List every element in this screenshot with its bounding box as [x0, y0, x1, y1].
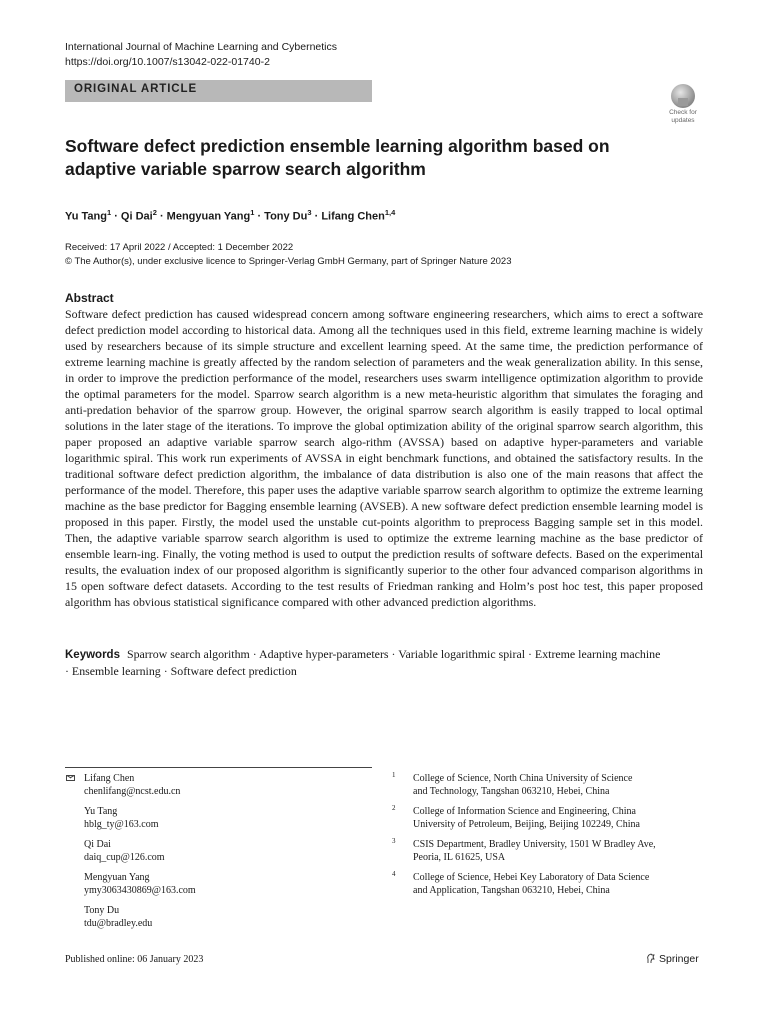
contact-email[interactable]: chenlifang@ncst.edu.cn: [84, 786, 181, 797]
check-updates-icon: [671, 84, 695, 108]
contact-email[interactable]: daiq_cup@126.com: [84, 852, 165, 863]
affiliation-line: College of Information Science and Engineering, China: [413, 806, 636, 817]
article-type-label: ORIGINAL ARTICLE: [74, 83, 198, 95]
paper-title: Software defect prediction ensemble learning algorithm based on adaptive variable sparrow search algorithm: [65, 136, 610, 179]
affiliation-line: University of Petroleum, Beijing, Beijing 102249, China: [413, 819, 640, 830]
affiliation-entry: [392, 871, 692, 897]
affiliation-number: 3: [392, 837, 396, 845]
author-name: Qi Dai: [120, 210, 153, 223]
author-name: Lifang Chen: [321, 210, 385, 223]
affiliation-number: 2: [392, 804, 396, 812]
affiliation-line: College of Science, Hebei Key Laboratory of Data Science: [413, 872, 650, 883]
author-name: Mengyuan Yang: [166, 210, 251, 223]
author-affil-mark: 1: [250, 208, 255, 217]
contact-entry: [65, 772, 196, 798]
contact-name: Qi Dai: [84, 839, 111, 850]
contact-email[interactable]: tdu@bradley.edu: [84, 918, 153, 929]
author-affil-mark: 1,4: [384, 208, 396, 217]
check-for-updates-badge[interactable]: [664, 84, 702, 124]
publication-dates: [65, 241, 512, 269]
received-accepted: Received: 17 April 2022 / Accepted: 1 December 2022: [65, 242, 294, 253]
affiliation-line: and Technology, Tangshan 063210, Hebei, China: [413, 786, 610, 797]
affiliation-line: CSIS Department, Bradley University, 1501 W Bradley Ave,: [413, 839, 656, 850]
affiliations: [392, 772, 692, 904]
contact-entry: [65, 805, 196, 831]
envelope-icon: [66, 775, 75, 781]
affiliation-line: College of Science, North China University of Science: [413, 773, 633, 784]
contact-entry: [65, 838, 196, 864]
copyright-line: © The Author(s), under exclusive licence to Springer-Verlag GmbH Germany, part of Springer Nature 2023: [65, 256, 512, 267]
author-affil-mark: 3: [307, 208, 312, 217]
affiliation-entry: [392, 838, 692, 864]
contact-email[interactable]: ymy3063430869@163.com: [84, 885, 196, 896]
affiliation-line: Peoria, IL 61625, USA: [413, 852, 506, 863]
contact-entry: [65, 904, 196, 930]
author-affil-mark: 2: [152, 208, 157, 217]
affiliation-line: and Application, Tangshan 063210, Hebei, China: [413, 885, 610, 896]
keywords-text: Sparrow search algorithm · Adaptive hyper-parameters · Variable logarithmic spiral · Extreme learning machine · Ensemble learning · Software defect prediction: [65, 647, 661, 678]
publisher-logo: [646, 953, 699, 965]
abstract-text: Software defect prediction has caused widespread concern among software engineering researchers, which aims to erect a software defect prediction model according to historical data. Among all the techniques used in this field, extreme learning machine is widely used by researchers because of its simple structure and excellent learning speed. At the same time, the prediction performance of extreme learning machine is greatly affected by the random selection of parameters and the weak generalization ability. In this sense, in order to improve the prediction performance of the model, researchers uses swarm intelligence optimization algorithm to provide the optimal parameters for the model. Sparrow search algorithm is a new meta-heuristic algorithm that simulates the foraging and anti-predation behavior of the sparrow group. However, the original sparrow search algorithm is easily trapped to local optimal solutions in the later stage of the iterations. To improve the global optimization ability of the original sparrow search algorithm, this paper proposed an adaptive variable sparrow search algo-rithm (AVSSA) based on adaptive hyper-parameters and variable logarithmic spiral. This work run experiments of AVSSA in eight benchmark functions, and obtained the satisfactory results. In the traditional software defect prediction algorithm, the imbalance of data distribution is also one of the main reasons that affect the performance of the model. Therefore, this paper uses the adaptive variable sparrow search algorithm to optimize the extreme learning machine as the base predictor for Bagging ensemble learning (AVSEB). A new software defect prediction ensemble learning model is proposed in this paper. Firstly, the model used the unstable cut-points algorithm to preprocess Bagging sample set in this model. Then, the adaptive variable sparrow search algorithm is used to optimize the extreme learning machine as the base predictor of ensemble learn-ing. Finally, the voting method is used to output the prediction results of software defects. Based on the experimental results, the evaluation index of our proposed algorithm is significantly superior to the other four advanced comparison algorithms in 15 open software defect datasets. According to the test results of Friedman ranking and Holm’s post hoc test, this paper proposed algorithm has obvious statistical significance compared with other advanced prediction algorithms.: [65, 307, 703, 609]
abstract-heading: Abstract: [65, 291, 114, 305]
affiliation-number: 4: [392, 870, 396, 878]
contact-name: Mengyuan Yang: [84, 872, 150, 883]
author-affil-mark: 1: [106, 208, 112, 217]
author-name: Tony Du: [264, 210, 308, 223]
contact-name: Tony Du: [84, 905, 120, 916]
keywords-label: Keywords: [65, 649, 120, 661]
badge-line-2: updates: [671, 117, 695, 124]
journal-name: International Journal of Machine Learning and Cybernetics: [65, 41, 338, 53]
affiliation-entry: [392, 772, 692, 798]
published-online: Published online: 06 January 2023: [65, 954, 204, 965]
contact-name: Lifang Chen: [84, 773, 135, 784]
article-type-banner: [65, 80, 372, 102]
publisher-name: Springer: [659, 953, 699, 965]
author-contacts: [65, 772, 196, 937]
author-name: Yu Tang: [65, 210, 107, 223]
journal-header: [65, 40, 337, 70]
keywords-block: [65, 646, 665, 679]
contact-entry: [65, 871, 196, 897]
doi-link[interactable]: https://doi.org/10.1007/s13042-022-01740-2: [65, 56, 270, 68]
footnote-divider: [65, 767, 372, 768]
springer-horse-icon: [646, 953, 656, 964]
author-list: Yu Tang$^1$ · Qi Dai$^2$ · Mengyuan Yang$^1$ · Tony $Du^3$ · Lifang Chen$^{1,4}$: [65, 208, 396, 223]
contact-name: Yu Tang: [84, 806, 118, 817]
affiliation-number: 1: [392, 771, 396, 779]
contact-email[interactable]: hblg_ty@163.com: [84, 819, 159, 830]
badge-line-1: Check for: [669, 109, 697, 116]
affiliation-entry: [392, 805, 692, 831]
